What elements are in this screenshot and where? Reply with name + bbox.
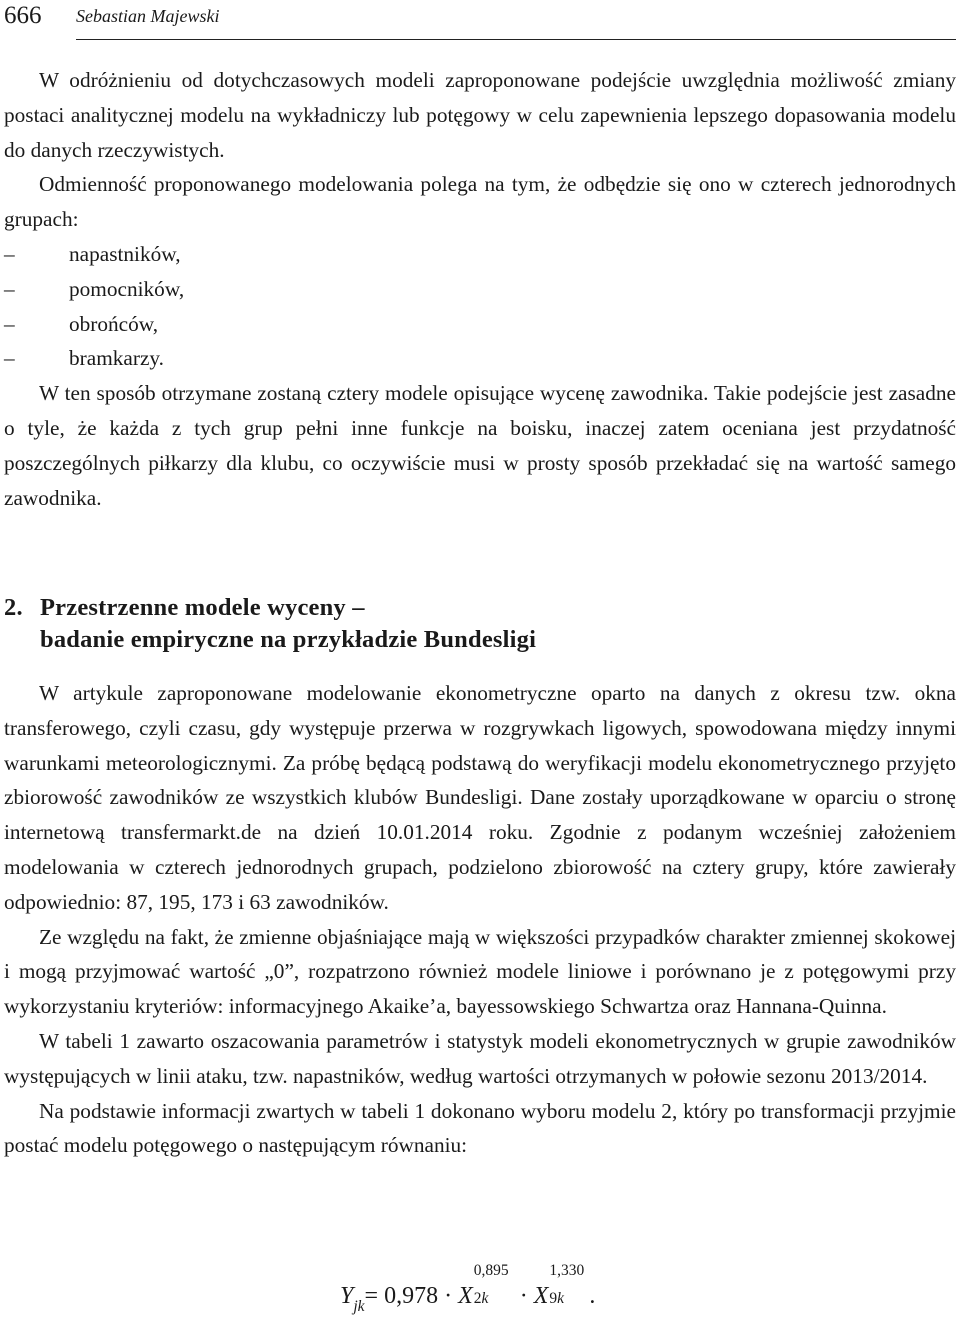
list-dash: – bbox=[4, 346, 15, 371]
section-title-line-1: Przestrzenne modele wyceny – bbox=[40, 594, 365, 621]
list-item: – pomocników, bbox=[4, 272, 956, 307]
equation-x1-subscript-number: 2 bbox=[473, 1290, 482, 1307]
section-number: 2. bbox=[4, 594, 23, 621]
equation-end: . bbox=[589, 1283, 596, 1309]
header-rule bbox=[76, 39, 956, 40]
section-title-line-2: badanie empiryczne na przykładzie Bundesligi bbox=[40, 626, 537, 653]
equation-x1: X bbox=[458, 1283, 473, 1309]
text-block-section-2 bbox=[4, 676, 956, 1163]
paragraph-7: Na podstawie informacji zwartych w tabeli 1 dokonano wyboru modelu 2, który po transformacji przyjmie postać modelu potęgowego o następującym równaniu: bbox=[4, 1098, 956, 1158]
equation-x2-subscript-number: 9 bbox=[549, 1290, 558, 1307]
equation-dot: · bbox=[519, 1283, 528, 1309]
equation-lhs: Y bbox=[340, 1283, 354, 1309]
paragraph-2: Odmienność proponowanego modelowania polega na tym, że odbędzie się ono w czterech jednorodnych grupach: bbox=[4, 172, 956, 232]
group-list bbox=[4, 237, 956, 376]
equation-x2-exponent: 1,330 bbox=[549, 1262, 585, 1279]
model-equation bbox=[340, 1262, 596, 1315]
page-number: 666 bbox=[4, 2, 42, 29]
equation-x1-exponent: 0,895 bbox=[473, 1262, 509, 1279]
paragraph-3: W ten sposób otrzymane zostaną cztery modele opisujące wycenę zawodnika. Takie podejście jest zasadne o tyle, że każda z tych grup pełni inne funkcje na boisku, inaczej zatem oceniana jest przydatność poszczególnych piłkarzy dla klubu, co oczywiście musi w prosty sposób przekładać się na wartość samego zawodnika. bbox=[4, 381, 956, 510]
paragraph-5: Ze względu na fakt, że zmienne objaśniające mają w większości przypadków charakter zmiennej skokowej i mogą przyjmować wartość „0”, rozpatrzono również modele liniowe i porównano je z potęgowymi przy wykorzystaniu kryteriów: informacyjnego Akaike’a, bayessowskiego Schwartza oraz Hannana-Quinna. bbox=[4, 924, 956, 1019]
equation-x1-subscript-var: k bbox=[481, 1290, 489, 1307]
paragraph-6: W tabeli 1 zawarto oszacowania parametrów i statystyk modeli ekonometrycznych w grupie zawodników występujących w linii ataku, tzw. napastników, według wartości otrzymanych w połowie sezonu 2013/2014. bbox=[4, 1028, 956, 1088]
equation-x2: X bbox=[533, 1283, 549, 1309]
list-item: – obrońców, bbox=[4, 307, 956, 342]
equation-coefficient: = 0,978 · bbox=[364, 1283, 453, 1309]
equation-x2-subscript-var: k bbox=[557, 1290, 565, 1307]
section-heading bbox=[4, 592, 956, 656]
list-dash: – bbox=[4, 241, 15, 266]
equation-lhs-subscript: jk bbox=[353, 1298, 365, 1315]
running-head-author: Sebastian Majewski bbox=[76, 6, 220, 26]
list-item: – napastników, bbox=[4, 237, 956, 272]
paragraph-4: W artykule zaproponowane modelowanie ekonometryczne oparto na danych z okresu tzw. okna transferowego, czyli czasu, gdy występuje przerwa w rozgrywkach ligowych, spowodowana między innymi warunkami meteorologicznymi. Za próbę będącą podstawą do weryfikacji modelu ekonometrycznego przyjęto zbiorowość zawodników ze wszystkich klubów Bundesligi. Dane zostały uporządkowane w oparciu o stronę internetową transfermarkt.de na dzień 10.01.2014 roku. Zgodnie z podanym wcześniej założeniem modelowania w czterech jednorodnych grupach, podzielono zbiorowość na cztery grupy, które zawierały odpowiednio: 87, 195, 173 i 63 zawodników. bbox=[4, 681, 956, 914]
list-dash: – bbox=[4, 276, 15, 301]
page-header bbox=[0, 0, 960, 40]
list-dash: – bbox=[4, 311, 15, 336]
list-item: – bramkarzy. bbox=[4, 341, 956, 376]
paragraph-1: W odróżnieniu od dotychczasowych modeli zaproponowane podejście uwzględnia możliwość zmiany postaci analitycznej modelu na wykładniczy lub potęgowy w celu zapewnienia lepszego dopasowania modelu do danych rzeczywistych. bbox=[4, 68, 956, 162]
text-block-intro bbox=[4, 63, 956, 515]
